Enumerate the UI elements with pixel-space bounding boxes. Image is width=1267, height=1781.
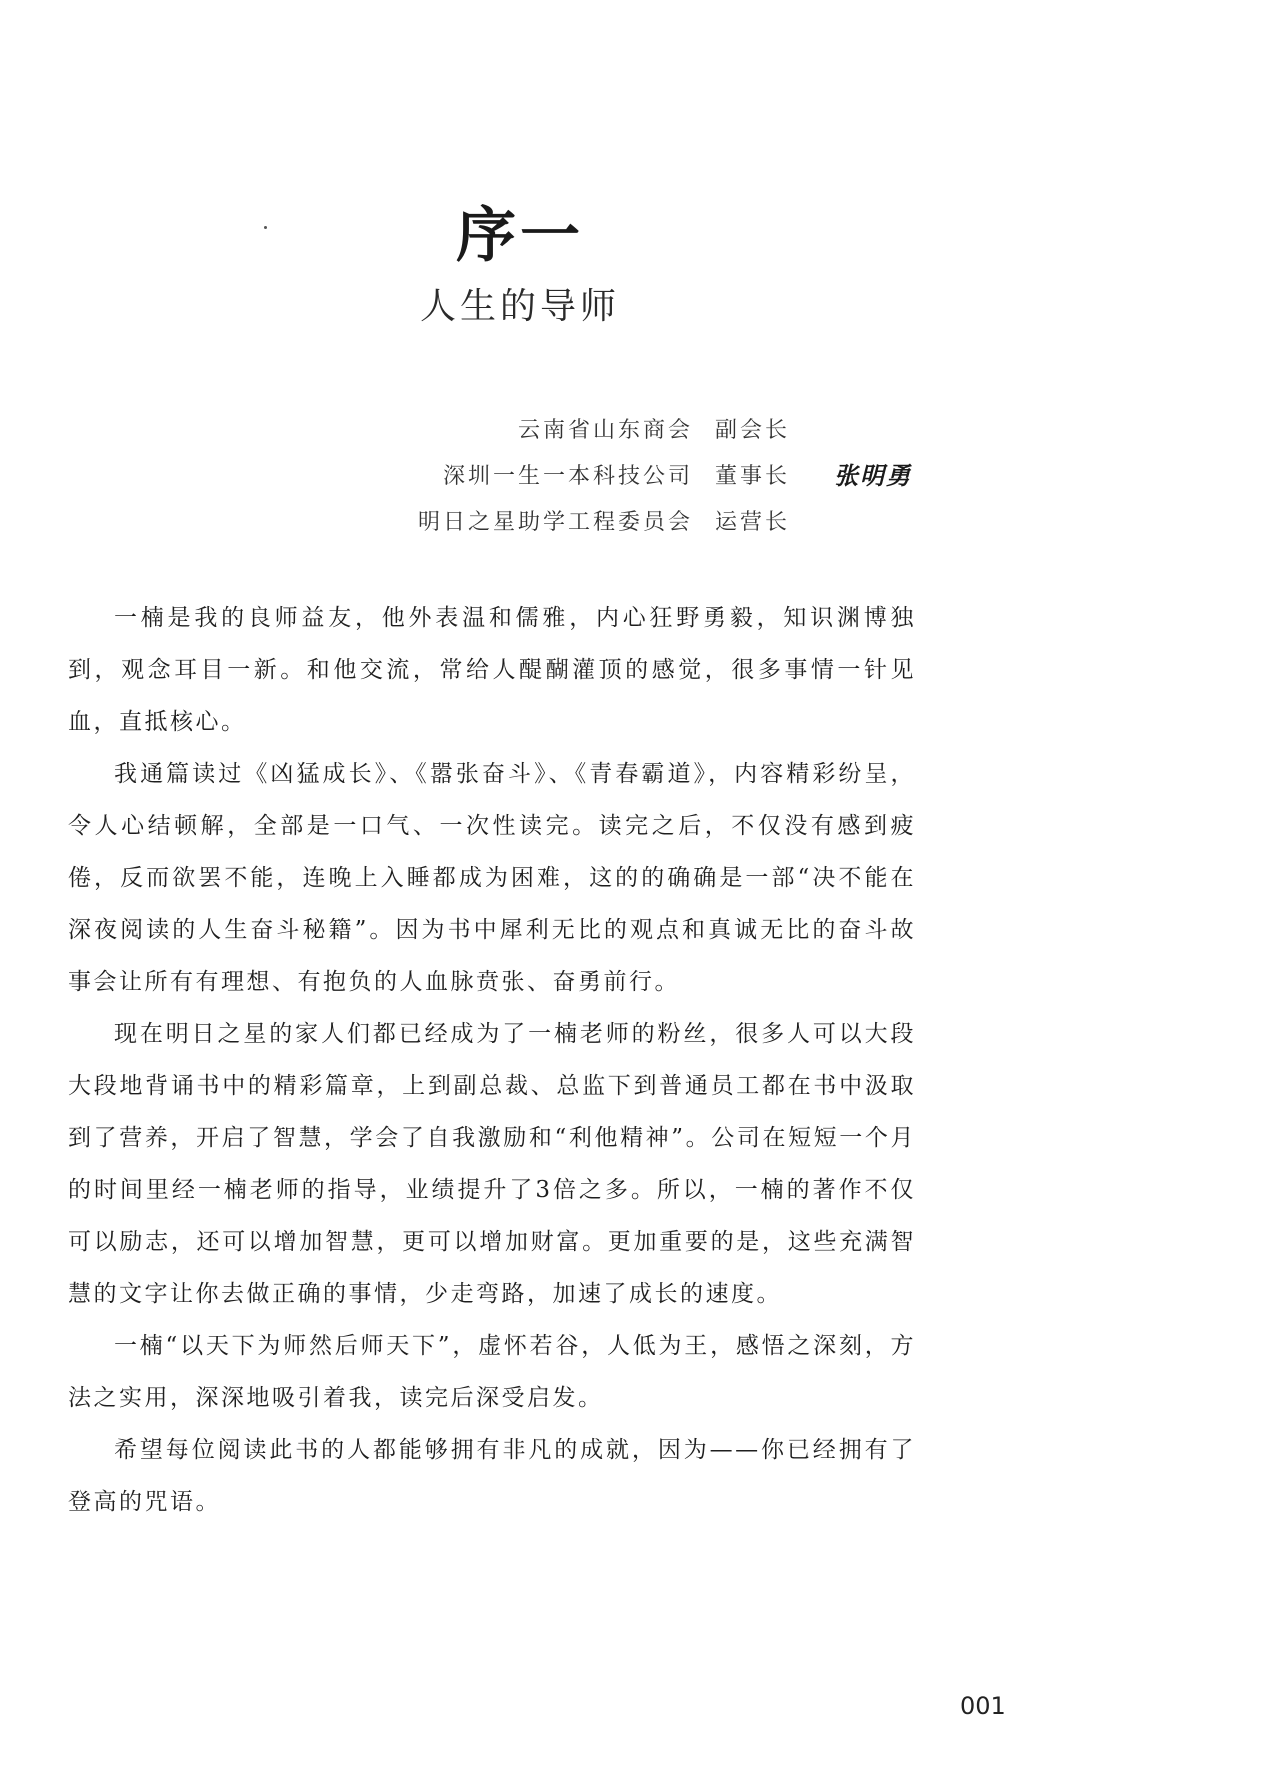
affiliation-role: 董事长 — [715, 464, 791, 489]
author-signature: 张明勇 — [834, 461, 912, 490]
author-affiliations — [300, 408, 820, 546]
affiliation-org: 深圳一生一本科技公司 — [442, 464, 693, 489]
paragraph: 一楠是我的良师益友，他外表温和儒雅，内心狂野勇毅，知识渊博独到，观念耳目一新。和他交流，常给人醍醐灌顶的感觉，很多事情一针见血，直抵核心。 — [68, 605, 916, 735]
page-title: 序一 — [456, 201, 584, 271]
affiliation-row — [300, 408, 820, 454]
paragraph: 一楠“以天下为师然后师天下”，虚怀若谷，人低为王，感悟之深刻，方法之实用，深深地吸引着我，读完后深受启发。 — [68, 1333, 916, 1411]
affiliation-row — [300, 454, 820, 500]
affiliation-row — [300, 500, 820, 546]
paragraph: 我通篇读过《凶猛成长》、《嚣张奋斗》、《青春霸道》，内容精彩纷呈，令人心结顿解，全部是一口气、一次性读完。读完之后，不仅没有感到疲倦，反而欲罢不能，连晚上入睡都成为困难，这的的确确是一部“决不能在深夜阅读的人生奋斗秘籍”。因为书中犀利无比的观点和真诚无比的奋斗故事会让所有有理想、有抱负的人血脉贲张、奋勇前行。 — [68, 761, 916, 995]
affiliation-org: 云南省山东商会 — [517, 418, 693, 443]
page-number: 001 — [960, 1692, 1006, 1720]
body-text — [68, 592, 916, 1528]
paragraph: 现在明日之星的家人们都已经成为了一楠老师的粉丝，很多人可以大段大段地背诵书中的精彩篇章，上到副总裁、总监下到普通员工都在书中汲取到了营养，开启了智慧，学会了自我激励和“利他精神”。公司在短短一个月的时间里经一楠老师的指导，业绩提升了3倍之多。所以，一楠的著作不仅可以励志，还可以增加智慧，更可以增加财富。更加重要的是，这些充满智慧的文字让你去做正确的事情，少走弯路，加速了成长的速度。 — [68, 1021, 916, 1307]
paragraph: 希望每位阅读此书的人都能够拥有非凡的成就，因为——你已经拥有了登高的咒语。 — [68, 1437, 916, 1515]
affiliation-role: 运营长 — [715, 510, 791, 535]
page-subtitle: 人生的导师 — [419, 286, 620, 327]
affiliation-org: 明日之星助学工程委员会 — [417, 510, 693, 535]
affiliation-role: 副会长 — [715, 418, 791, 443]
